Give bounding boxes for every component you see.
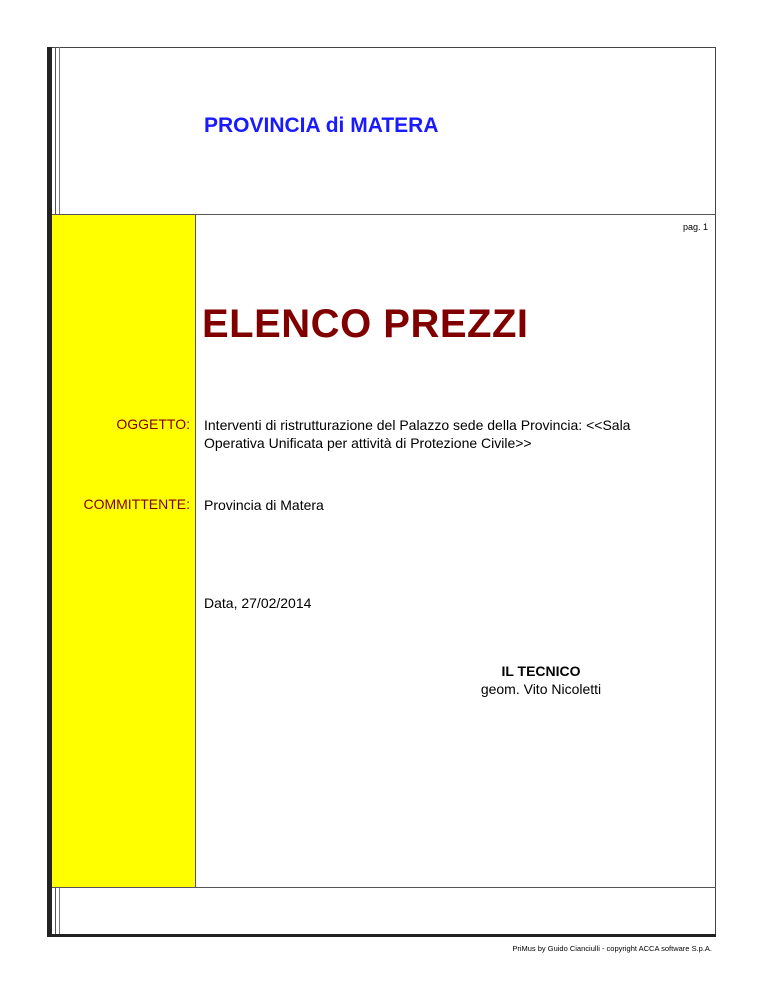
footer-credit: PriMus by Guido Cianciulli - copyright ACCA software S.p.A. (512, 944, 712, 953)
date-text: Data, 27/02/2014 (204, 595, 312, 611)
oggetto-value (204, 416, 630, 452)
oggetto-line-2: Operativa Unificata per attività di Protezione Civile>> (204, 435, 532, 451)
committente-value: Provincia di Matera (204, 497, 324, 513)
divider-bottom (196, 887, 716, 888)
oggetto-label: OGGETTO: (116, 416, 190, 432)
signature-name: geom. Vito Nicoletti (480, 681, 602, 697)
left-border-line-bottom (59, 888, 60, 936)
left-border-line-top (59, 47, 60, 215)
signature-role: IL TECNICO (501, 663, 581, 679)
header-title: PROVINCIA di MATERA (204, 114, 439, 137)
document-title: ELENCO PREZZI (202, 302, 529, 346)
oggetto-line-1: Interventi di ristrutturazione del Palazzo sede della Provincia: <<Sala (204, 417, 631, 433)
divider-top (196, 214, 716, 215)
committente-label: COMMITTENTE: (83, 496, 190, 512)
page-number: pag. 1 (682, 222, 708, 232)
bottom-border (47, 934, 716, 937)
yellow-sidebar (52, 214, 196, 888)
signature-block (420, 662, 662, 698)
